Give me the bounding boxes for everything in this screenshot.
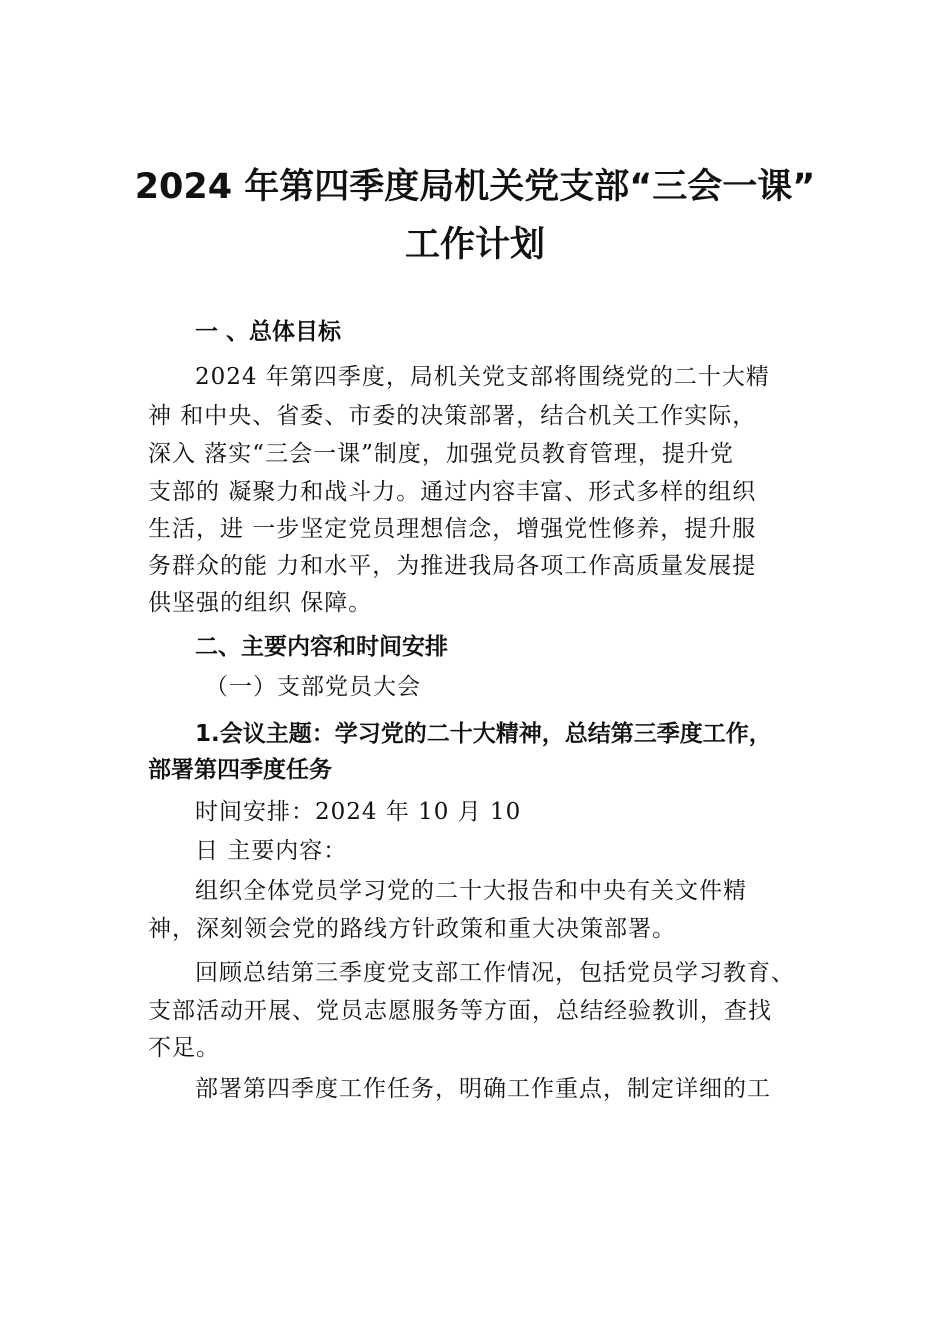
section-2-heading: 二、主要内容和时间安排 [195, 634, 448, 660]
paragraph-line: 部署第四季度工作任务，明确工作重点，制定详细的工 [195, 1076, 771, 1102]
document-title-line-2: 工作计划 [404, 225, 545, 265]
paragraph-line: 务群众的能 力和水平，为推进我局各项工作高质量发展提 [148, 553, 757, 579]
paragraph-line: 不足。 [148, 1035, 220, 1061]
section-1-heading: 一 、总体目标 [195, 319, 342, 345]
paragraph-line: 组织全体党员学习党的二十大报告和中央有关文件精 [195, 878, 747, 904]
schedule-line: 日 主要内容： [195, 838, 348, 864]
paragraph-line: 支部活动开展、党员志愿服务等方面，总结经验教训，查找 [148, 998, 772, 1024]
item-1-title-line-1: 1.会议主题：学习党的二十大精神，总结第三季度工作， [195, 721, 772, 747]
paragraph-line: 神，深刻领会党的路线方针政策和重大决策部署。 [148, 916, 676, 942]
schedule-line: 时间安排：2024 年 10 月 10 [195, 799, 522, 825]
paragraph-line: 回顾总结第三季度党支部工作情况，包括党员学习教育、 [195, 960, 795, 986]
paragraph-line: 2024 年第四季度，局机关党支部将围绕党的二十大精 [195, 364, 770, 390]
document-title-line-1: 2024 年第四季度局机关党支部“三会一课” [134, 167, 816, 207]
paragraph-line: 供坚强的组织 保障。 [148, 590, 373, 616]
paragraph-line: 支部的 凝聚力和战斗力。通过内容丰富、形式多样的组织 [148, 479, 757, 505]
item-1-title-line-2: 部署第四季度任务 [148, 757, 332, 783]
section-2-subheading: （一）支部党员大会 [205, 674, 421, 700]
paragraph-line: 深入 落实“三会一课”制度，加强党员教育管理，提升党 [148, 441, 734, 467]
paragraph-line: 神 和中央、省委、市委的决策部署，结合机关工作实际， [148, 403, 757, 429]
paragraph-line: 生活，进 一步坚定党员理想信念，增强党性修养，提升服 [148, 516, 757, 542]
